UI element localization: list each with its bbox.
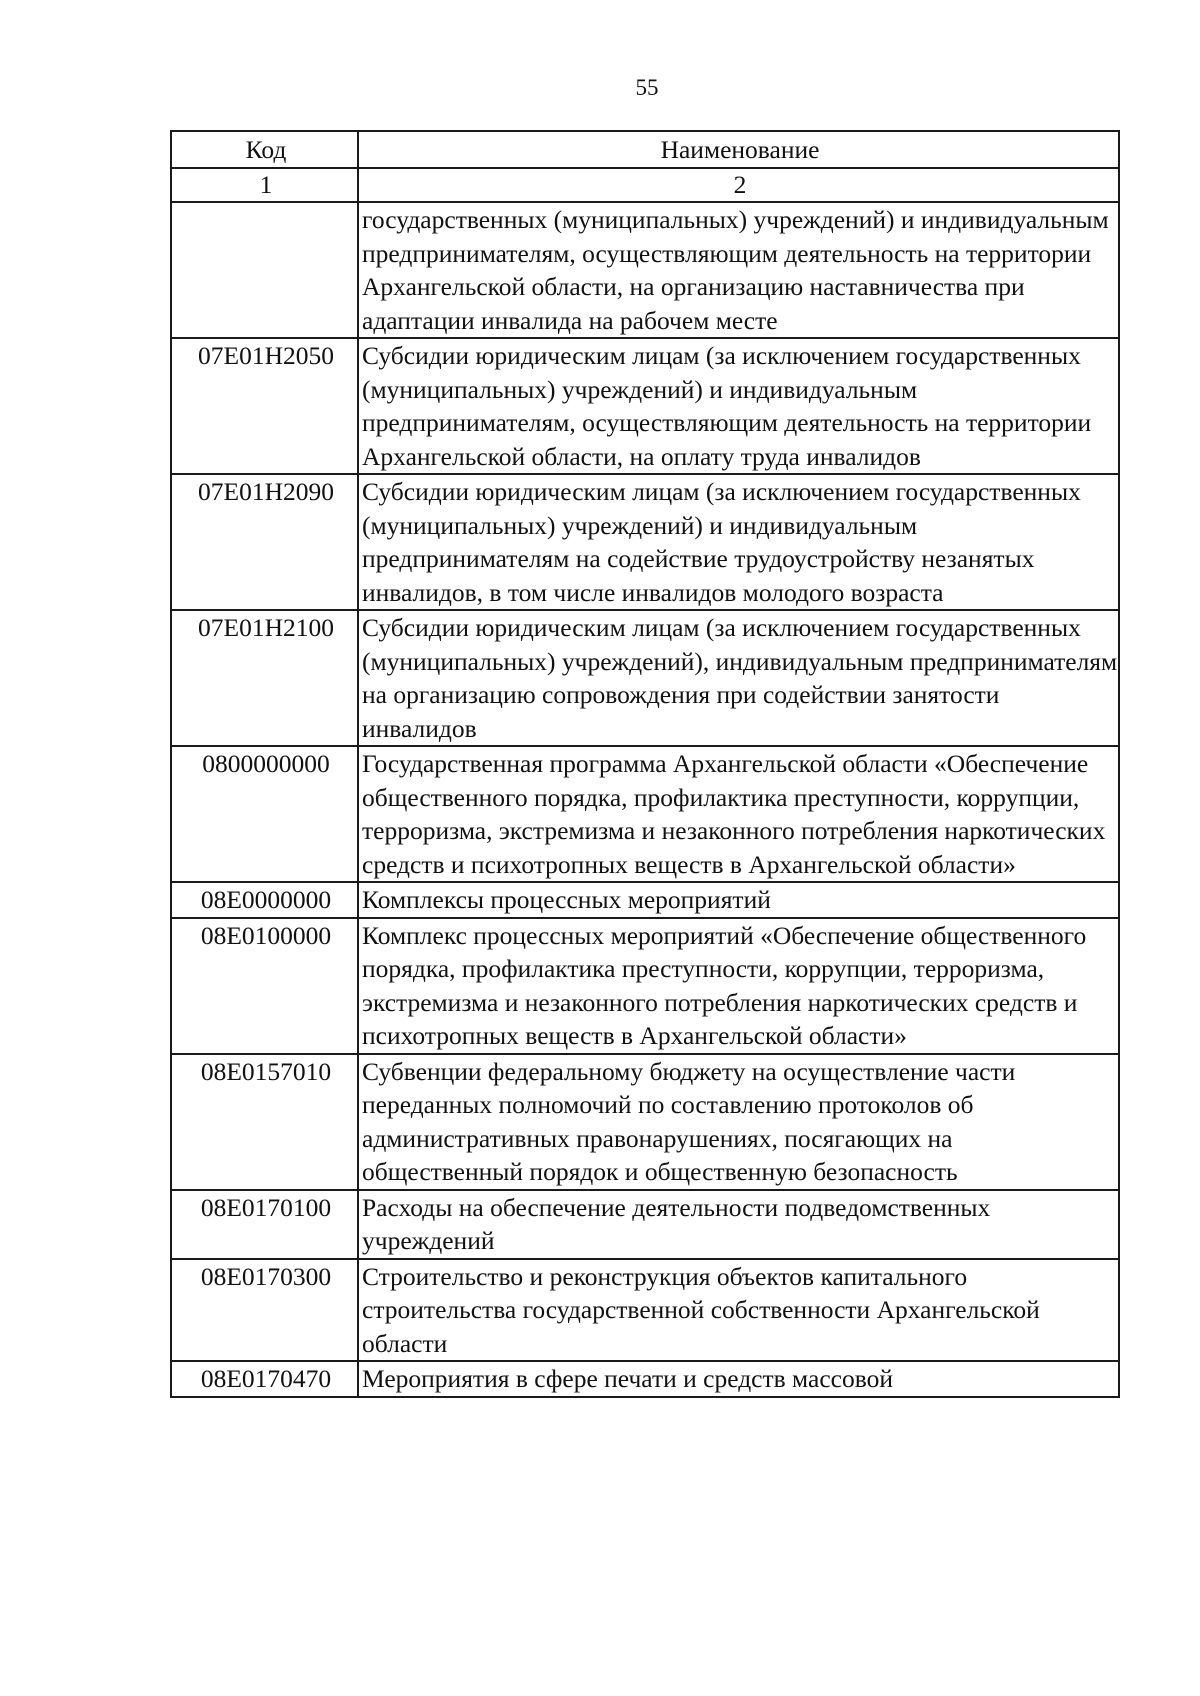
row-name: Субвенции федеральному бюджету на осуществление части переданных полномочий по составлению протоколов об административных правонарушениях, посягающих на общественный порядок и общественную безопасность	[358, 1054, 1119, 1190]
row-code: 08Е0170100	[171, 1190, 358, 1259]
row-name: Мероприятия в сфере печати и средств массовой	[358, 1361, 1119, 1397]
table-row	[171, 1259, 1119, 1362]
row-name: Комплекс процессных мероприятий «Обеспечение общественного порядка, профилактика преступности, коррупции, терроризма, экстремизма и незаконного потребления наркотических средств и психотропных веществ в Архангельской области»	[358, 918, 1119, 1054]
table-row	[171, 474, 1119, 610]
table-row	[171, 1190, 1119, 1259]
row-code: 0800000000	[171, 746, 358, 882]
row-code: 07Е01Н2090	[171, 474, 358, 610]
row-code: 08Е0100000	[171, 918, 358, 1054]
table-row	[171, 1054, 1119, 1190]
row-name: государственных (муниципальных) учреждений) и индивидуальным предпринимателям, осуществляющим деятельность на территории Архангельской области, на организацию наставничества при адаптации инвалида на рабочем месте	[358, 202, 1119, 338]
column-number-code: 1	[171, 168, 358, 202]
row-name: Расходы на обеспечение деятельности подведомственных учреждений	[358, 1190, 1119, 1259]
row-name: Субсидии юридическим лицам (за исключением государственных (муниципальных) учреждений) и индивидуальным предпринимателям на содействие трудоустройству незанятых инвалидов, в том числе инвалидов молодого возраста	[358, 474, 1119, 610]
table-row	[171, 202, 1119, 338]
page-number: 55	[635, 75, 659, 100]
table-row	[171, 882, 1119, 918]
header-code: Код	[171, 131, 358, 168]
budget-code-table	[170, 130, 1120, 1398]
table-header-row	[171, 131, 1119, 168]
row-code: 08Е0170300	[171, 1259, 358, 1362]
row-name: Государственная программа Архангельской области «Обеспечение общественного порядка, профилактика преступности, коррупции, терроризма, экстремизма и незаконного потребления наркотических средств и психотропных веществ в Архангельской области»	[358, 746, 1119, 882]
row-name: Строительство и реконструкция объектов капитального строительства государственной собственности Архангельской области	[358, 1259, 1119, 1362]
table-row	[171, 610, 1119, 746]
row-name: Субсидии юридическим лицам (за исключением государственных (муниципальных) учреждений), индивидуальным предпринимателям на организацию сопровождения при содействии занятости инвалидов	[358, 610, 1119, 746]
table-row	[171, 338, 1119, 474]
table-row	[171, 918, 1119, 1054]
column-number-row	[171, 168, 1119, 202]
row-code: 07Е01Н2100	[171, 610, 358, 746]
row-code	[171, 202, 358, 338]
row-name: Субсидии юридическим лицам (за исключением государственных (муниципальных) учреждений) и индивидуальным предпринимателям, осуществляющим деятельность на территории Архангельской области, на оплату труда инвалидов	[358, 338, 1119, 474]
row-code: 08Е0170470	[171, 1361, 358, 1397]
row-code: 08Е0157010	[171, 1054, 358, 1190]
row-code: 07Е01Н2050	[171, 338, 358, 474]
table-row	[171, 746, 1119, 882]
row-name: Комплексы процессных мероприятий	[358, 882, 1119, 918]
table-row	[171, 1361, 1119, 1397]
header-name: Наименование	[358, 131, 1119, 168]
row-code: 08Е0000000	[171, 882, 358, 918]
column-number-name: 2	[358, 168, 1119, 202]
